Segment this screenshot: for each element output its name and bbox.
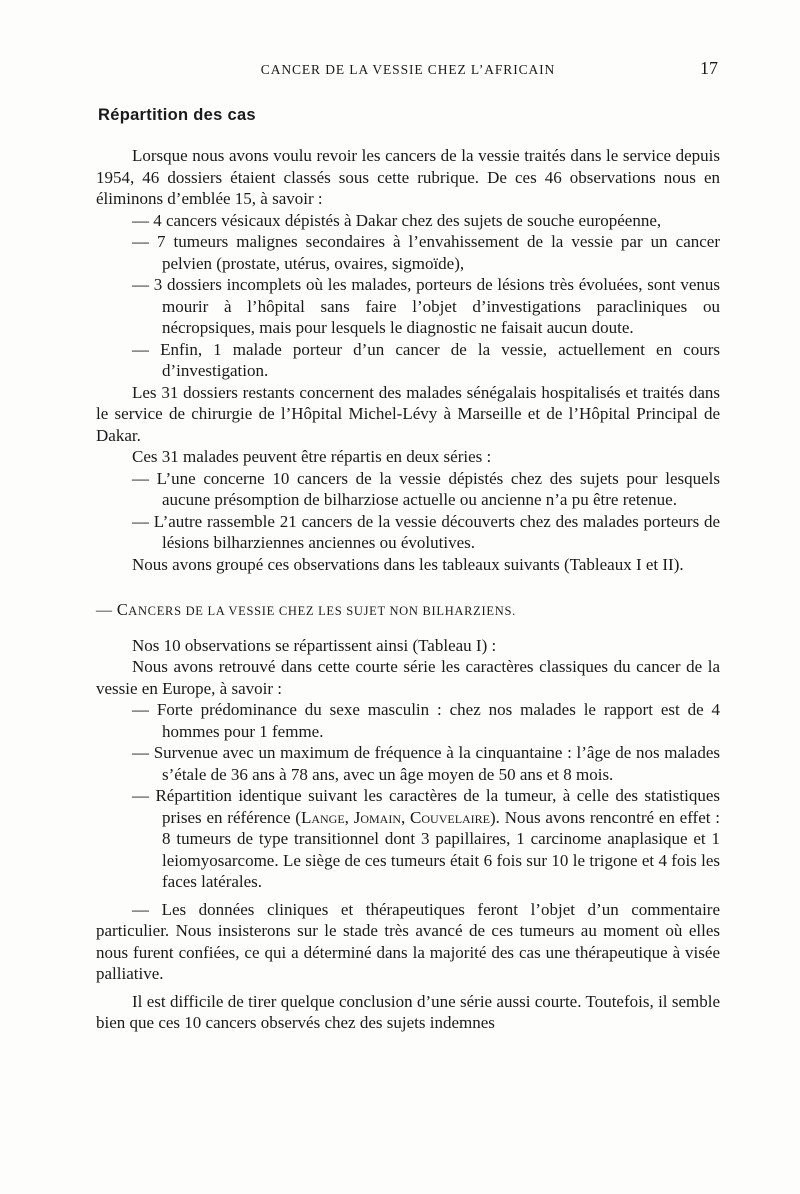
subsection-title: — CANCERS DE LA VESSIE CHEZ LES SUJET NON BILHARZIENS. [96,600,516,619]
paragraph-remaining-files: Les 31 dossiers restants concernent des malades sénégalais hospitalisés et traités dans le service de chirurgie de l’Hôpital Michel-Lévy à Marseille et de l’Hôpital Principal de Dakar. [96,382,720,445]
body-text [96,145,720,1034]
paragraph-intro: Lorsque nous avons voulu revoir les cancers de la vessie traités dans le service depuis 1954, 46 dossiers étaient classés sous cette rubrique. De ces 46 observations nous en éliminons d’emblée 15, à savoir : [96,146,720,208]
paragraph-distribution: Nos 10 observations se répartissent ainsi (Tableau I) : [132,635,497,655]
paragraph-two-series: Ces 31 malades peuvent être répartis en deux séries : [132,447,492,466]
list-item-secondary-tumors: — 7 tumeurs malignes secondaires à l’envahissement de la vessie par un cancer pelvien (prostate, utérus, ovaires, sigmoïde), [132,232,720,273]
running-title: CANCER DE LA VESSIE CHEZ L’AFRICAIN [260,62,556,77]
list-item-european: — 4 cancers vésicaux dépistés à Dakar chez des sujets de souche européenne, [132,210,662,230]
running-header [96,58,720,82]
paragraph-characteristics: Nous avons retrouvé dans cette courte série les caractères classiques du cancer de la vessie en Europe, à savoir : [96,657,720,698]
list-item-series-two: — L’autre rassemble 21 cancers de la vessie découverts chez des malades porteurs de lésions bilharziennes anciennes ou évolutives. [132,511,720,552]
list-item-ongoing: — Enfin, 1 malade porteur d’un cancer de la vessie, actuellement en cours d’investigation. [132,339,720,380]
section-title: Répartition des cas [98,106,256,124]
list-item-age: — Survenue avec un maximum de fréquence à la cinquantaine : l’âge de nos malades s’étale de 36 ans à 78 ans, avec un âge moyen de 50 ans et 8 mois. [132,743,720,784]
list-item-incomplete-files: — 3 dossiers incomplets où les malades, porteurs de lésions très évoluées, sont venus mourir à l’hôpital sans faire l’objet d’investigations paracliniques ou nécropsiques, mais pour lesquels le diagnostic ne faisait aucun doute. [132,275,720,337]
paragraph-clinical-data: — Les données cliniques et thérapeutiques feront l’objet d’un commentaire particulier. Nous insisterons sur le stade très avancé de ces tumeurs au moment où elles nous furent confiées, ce qui a déterminé dans la majorité des cas une thérapeutique à visée palliative. [96,899,720,983]
list-item-series-one: — L’une concerne 10 cancers de la vessie dépistés chez des sujets pour lesquels aucune présomption de bilharziose actuelle ou ancienne n’a pu être retenue. [132,468,720,509]
list-item-sex-ratio: — Forte prédominance du sexe masculin : chez nos malades le rapport est de 4 hommes pour 1 femme. [132,700,720,741]
document-page [96,58,720,1034]
paragraph-conclusion: Il est difficile de tirer quelque conclusion d’une série aussi courte. Toutefois, il semble bien que ces 10 cancers observés chez des sujets indemnes [96,991,720,1032]
page-number: 17 [700,58,718,78]
list-item-tumor-types: — Répartition identique suivant les caractères de la tumeur, à celle des statistiques prises en référence (Lange, Jomain, Couvelaire). Nous avons rencontré en effet : 8 tumeurs de type transitionnel dont 3 papillaires, 1 carcinome anaplasique et 1 leiomyosarcome. Le siège de ces tumeurs était 6 fois sur 10 le trigone et 4 fois les faces latérales. [132,786,720,891]
paragraph-tables: Nous avons groupé ces observations dans les tableaux suivants (Tableaux I et II). [132,554,684,574]
